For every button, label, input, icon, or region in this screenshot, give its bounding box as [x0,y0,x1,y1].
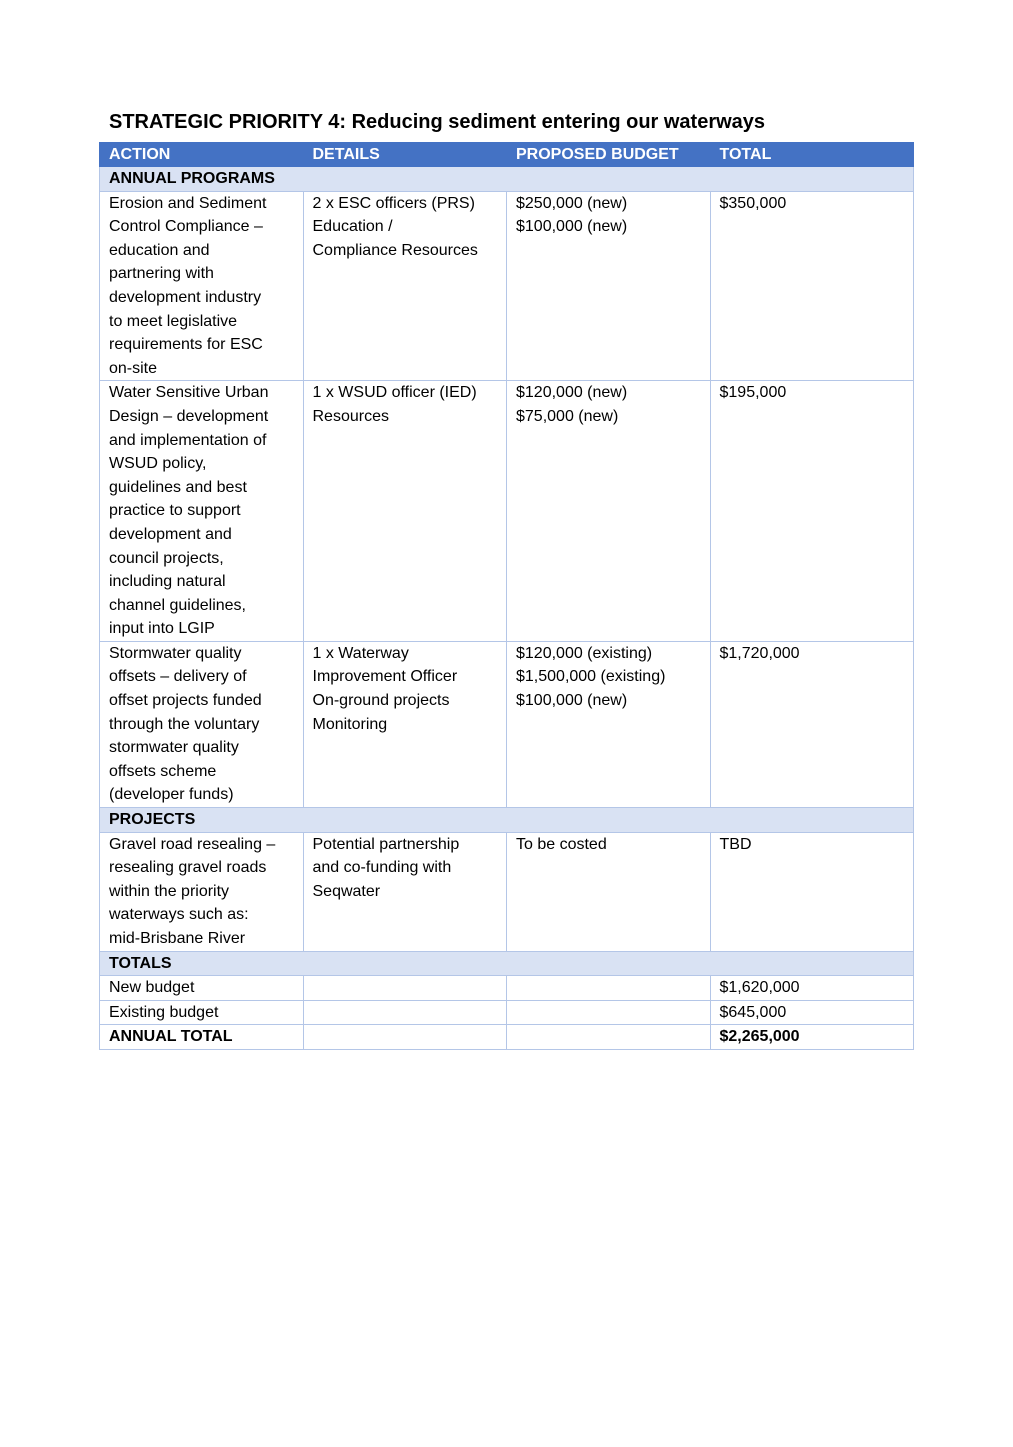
budget-cell-line: $100,000 (new) [516,218,628,236]
action-cell-line: including natural [109,573,226,591]
action-cell-line: practice to support [109,502,241,520]
details-cell-line: Improvement Officer [312,668,458,686]
budget-cell-line: $75,000 (new) [516,407,619,425]
details-cell [303,832,507,951]
action-cell-line: Erosion and Sediment [109,194,267,212]
total-cell: TBD [710,832,914,951]
budget-cell-line: $1,500,000 (existing) [516,668,666,686]
column-header-details: DETAILS [303,143,507,167]
budget-cell-line: $250,000 (new) [516,194,628,212]
action-cell-line: partnering with [109,265,214,283]
table-header [100,143,914,167]
empty-cell [507,1025,711,1050]
details-cell-line: Potential partnership [312,835,460,853]
action-cell [100,381,304,642]
action-cell-line: Water Sensitive Urban [109,384,269,402]
details-cell [303,381,507,642]
section-row-annual-programs [100,167,914,192]
budget-cell-line: $120,000 (new) [516,384,628,402]
action-cell-line: WSUD policy, [109,455,207,473]
column-header-proposed-budget: PROPOSED BUDGET [507,143,711,167]
table-row-annual-total [100,1025,914,1050]
action-cell-line: stormwater quality [109,739,239,757]
action-cell-line: development industry [109,288,262,306]
action-cell-line: Control Compliance – [109,218,263,236]
action-cell-line: mid-Brisbane River [109,930,246,947]
annual-total-label: ANNUAL TOTAL [100,1025,304,1050]
action-cell [100,832,304,951]
section-label: TOTALS [100,951,914,976]
action-cell-line: Design – development [109,407,269,425]
details-cell-line: Education / [312,218,393,236]
section-label: PROJECTS [100,808,914,833]
existing-budget-label: Existing budget [100,1000,304,1025]
action-cell-line: (developer funds) [109,786,234,804]
action-cell-line: requirements for ESC [109,336,263,354]
total-cell: $195,000 [710,381,914,642]
budget-table [99,142,914,1050]
section-row-totals [100,951,914,976]
column-header-action: ACTION [100,143,304,167]
details-cell [303,641,507,807]
action-cell-line: on-site [109,359,158,377]
empty-cell [507,1000,711,1025]
details-cell-line: and co-funding with [312,859,452,877]
action-cell-line: offset projects funded [109,692,262,710]
details-cell-line: Compliance Resources [312,241,478,259]
budget-cell [507,381,711,642]
action-cell-line: resealing gravel roads [109,859,267,877]
action-cell-line: within the priority [109,882,230,900]
action-cell-line: offsets scheme [109,762,217,780]
header-row [100,143,914,167]
budget-cell-line: To be costed [516,835,607,853]
section-label: ANNUAL PROGRAMS [100,167,914,192]
table-row-new-budget [100,976,914,1001]
annual-total-value: $2,265,000 [710,1025,914,1050]
details-cell-line: Monitoring [312,715,388,733]
action-cell-line: offsets – delivery of [109,668,247,686]
table-body [100,167,914,1050]
column-header-total: TOTAL [710,143,914,167]
table-row [100,832,914,951]
details-cell-line: Resources [312,407,389,425]
action-cell-line: development and [109,525,232,543]
table-row [100,381,914,642]
total-cell: $350,000 [710,191,914,381]
details-cell-line: 1 x Waterway [312,644,409,662]
action-cell-line: through the voluntary [109,715,260,733]
page-title: STRATEGIC PRIORITY 4: Reducing sediment entering our waterways [109,111,766,133]
budget-cell [507,641,711,807]
empty-cell [507,976,711,1001]
action-cell-line: input into LGIP [109,620,215,638]
action-cell-line: Gravel road resealing – [109,835,276,853]
action-cell-line: guidelines and best [109,478,247,496]
new-budget-value: $1,620,000 [710,976,914,1001]
budget-cell-line: $120,000 (existing) [516,644,653,662]
action-cell-line: to meet legislative [109,312,238,330]
new-budget-label: New budget [100,976,304,1001]
action-cell-line: channel guidelines, [109,596,246,614]
action-cell [100,641,304,807]
details-cell-line: 2 x ESC officers (PRS) [312,194,475,212]
action-cell-line: education and [109,241,210,259]
empty-cell [303,1025,507,1050]
table-row-existing-budget [100,1000,914,1025]
table-row [100,191,914,381]
budget-cell [507,191,711,381]
details-cell [303,191,507,381]
details-cell-line: On-ground projects [312,692,450,710]
action-cell-line: Stormwater quality [109,644,242,662]
action-cell-line: waterways such as: [109,906,249,924]
budget-cell [507,832,711,951]
action-cell [100,191,304,381]
details-cell-line: Seqwater [312,882,381,900]
empty-cell [303,976,507,1001]
action-cell-line: council projects, [109,549,224,567]
section-row-projects [100,808,914,833]
existing-budget-value: $645,000 [710,1000,914,1025]
total-cell: $1,720,000 [710,641,914,807]
empty-cell [303,1000,507,1025]
details-cell-line: 1 x WSUD officer (IED) [312,384,477,402]
budget-cell-line: $100,000 (new) [516,692,628,710]
action-cell-line: and implementation of [109,431,267,449]
table-row [100,641,914,807]
